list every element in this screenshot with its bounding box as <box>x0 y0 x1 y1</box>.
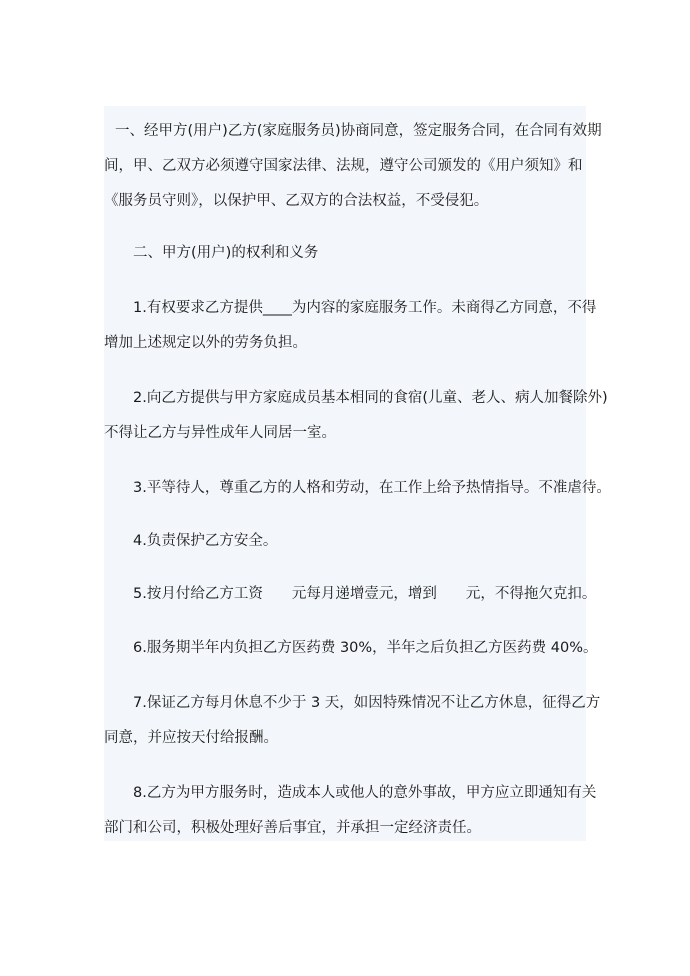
clause-1-line-1: 一、经甲方(用户)乙方(家庭服务员)协商同意，签定服务合同，在合同有效期 <box>115 123 602 139</box>
item-5-line-1: 5.按月付给乙方工资 元每月递增壹元，增到 元，不得拖欠克扣。 <box>133 586 597 602</box>
item-7-line-2: 同意，并应按天付给报酬。 <box>104 730 278 746</box>
clause-1-line-2: 间，甲、乙双方必须遵守国家法律、法规，遵守公司颁发的《用户须知》和 <box>104 158 583 174</box>
item-7-line-1: 7.保证乙方每月休息不少于 3 天，如因特殊情况不让乙方休息，征得乙方 <box>133 695 601 711</box>
item-8-line-2: 部门和公司，积极处理好善后事宜，并承担一定经济责任。 <box>104 820 481 836</box>
item-1-line-1: 1.有权要求乙方提供____为内容的家庭服务工作。未商得乙方同意，不得 <box>133 300 597 316</box>
item-1-line-2: 增加上述规定以外的劳务负担。 <box>104 335 307 351</box>
item-6-line-1: 6.服务期半年内负担乙方医药费 30%，半年之后负担乙方医药费 40%。 <box>133 640 598 656</box>
item-4-line-1: 4.负责保护乙方安全。 <box>133 533 278 549</box>
item-2-line-1: 2.向乙方提供与甲方家庭成员基本相同的食宿(儿童、老人、病人加餐除外) <box>133 390 608 406</box>
item-8-line-1: 8.乙方为甲方服务时，造成本人或他人的意外事故，甲方应立即通知有关 <box>133 785 597 801</box>
clause-1-line-3: 《服务员守则》，以保护甲、乙双方的合法权益，不受侵犯。 <box>104 193 489 209</box>
contract-text-block <box>104 106 611 841</box>
item-3-line-1: 3.平等待人，尊重乙方的人格和劳动，在工作上给予热情指导。不准虐待。 <box>133 480 611 496</box>
section-2-heading: 二、甲方(用户)的权利和义务 <box>133 245 319 261</box>
item-2-line-2: 不得让乙方与异性成年人同居一室。 <box>104 425 336 441</box>
